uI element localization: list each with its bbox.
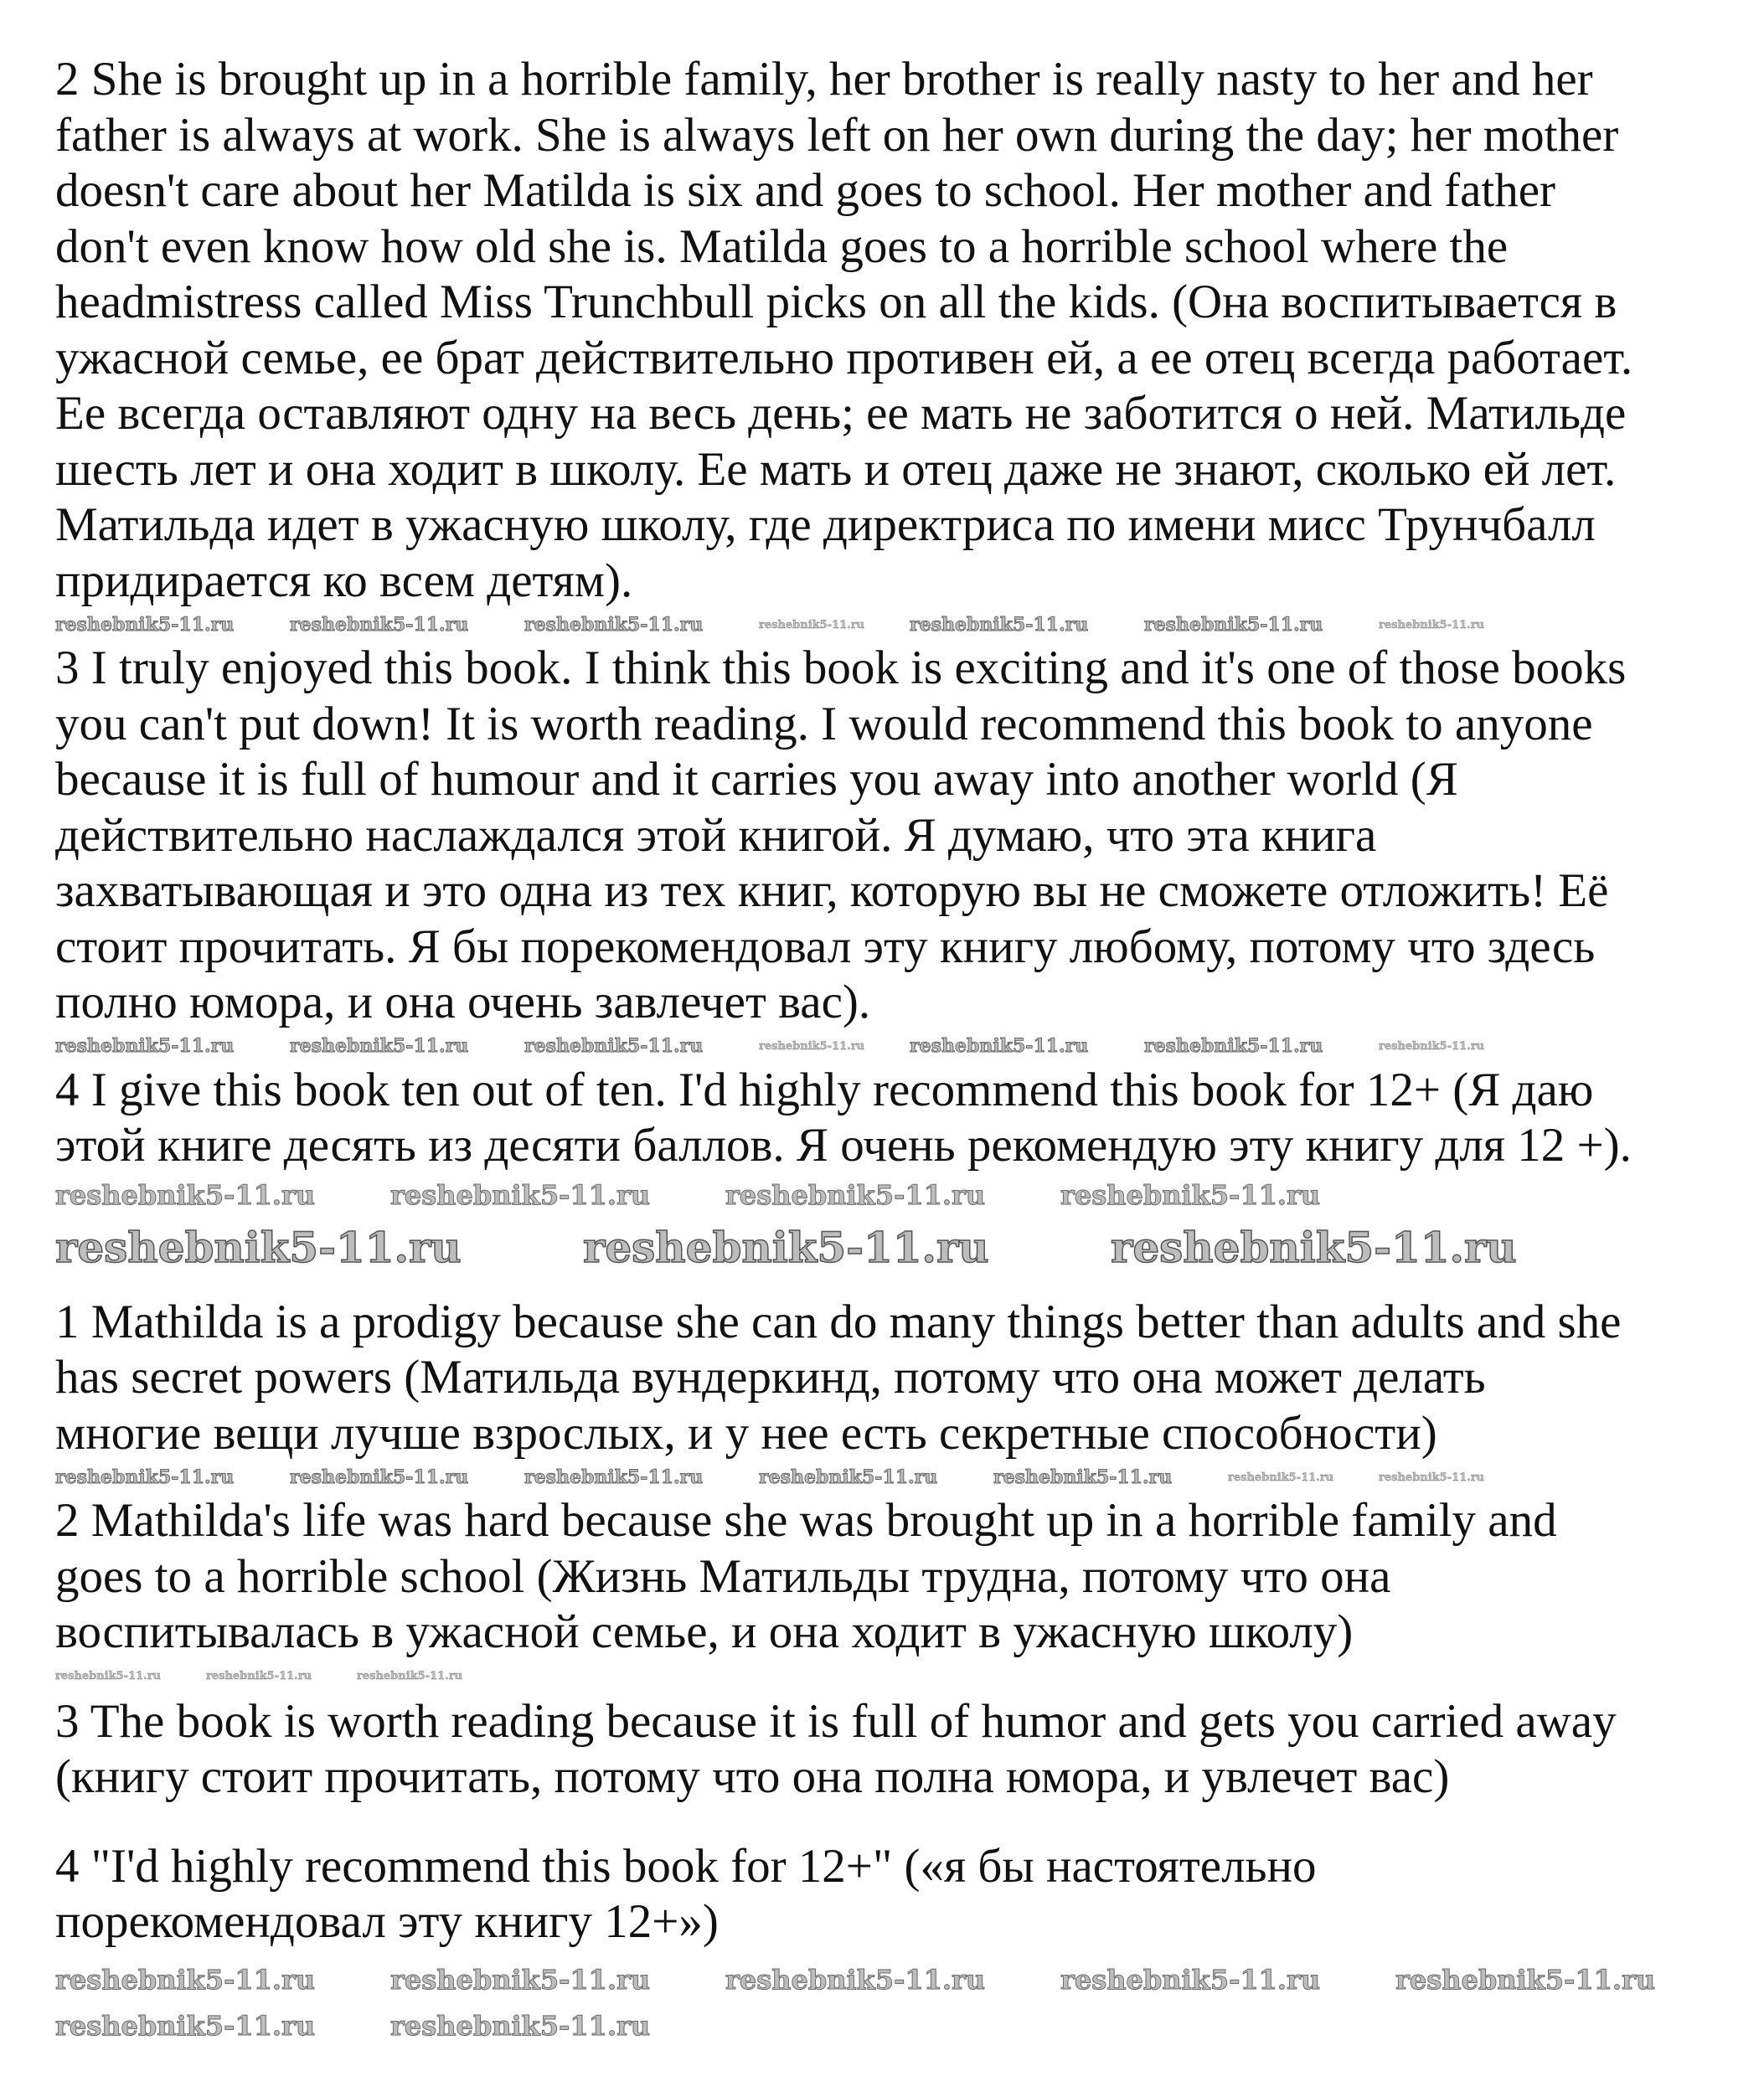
text-line: придирается ко всем детям). [55,554,633,607]
watermark: reshebnik5-11.ru [910,614,1089,636]
watermark: reshebnik5-11.ru [55,1466,235,1488]
watermark: reshebnik5-11.ru [55,614,235,636]
watermark: reshebnik5-11.ru [55,2010,316,2042]
text-line: has secret powers (Матильда вундеркинд, потому что она может делать [55,1351,1486,1404]
text-line: 4 "I'd highly recommend this book for 12+" («я бы настоятельно [55,1839,1317,1893]
watermark: reshebnik5-11.ru [206,1670,312,1682]
watermark: reshebnik5-11.ru [1144,1035,1323,1057]
watermark: reshebnik5-11.ru [55,1964,316,1996]
paragraph-answer-4 [55,1063,1730,1174]
text-line: воспитывалась в ужасной семье, и она ходит в ужасную школу) [55,1605,1354,1658]
paragraph-question-1 [55,1295,1730,1462]
watermark: reshebnik5-11.ru [390,2010,651,2042]
text-line: 2 She is brought up in a horrible family, her brother is really nasty to her and her [55,53,1593,106]
watermark: reshebnik5-11.ru [524,1466,704,1488]
text-line: don't even know how old she is. Matilda goes to a horrible school where the [55,219,1509,273]
text-line: father is always at work. She is always left on her own during the day; her mother [55,108,1619,162]
watermark: reshebnik5-11.ru [55,1035,235,1057]
watermark: reshebnik5-11.ru [1379,619,1485,631]
watermark: reshebnik5-11.ru [55,1179,316,1211]
watermark: reshebnik5-11.ru [993,1466,1173,1488]
text-line: стоит прочитать. Я бы порекомендовал эту книгу любому, потому что здесь [55,920,1596,973]
watermark: reshebnik5-11.ru [759,619,865,631]
text-line: goes to a horrible school (Жизнь Матильды трудна, потому что она [55,1549,1391,1603]
watermark: reshebnik5-11.ru [1395,1964,1656,1996]
watermark: reshebnik5-11.ru [524,614,704,636]
watermark: reshebnik5-11.ru [390,1179,651,1211]
watermark: reshebnik5-11.ru [759,1040,865,1053]
text-line: because it is full of humour and it carries you away into another world (Я [55,753,1458,806]
text-line: (книгу стоит прочитать, потому что она полна юмора, и увлечет вас) [55,1750,1450,1803]
text-line: 2 Mathilda's life was hard because she was brought up in a horrible family and [55,1494,1557,1547]
text-line: захватывающая и это одна из тех книг, которую вы не сможете отложить! Её [55,864,1609,917]
text-line: you can't put down! It is worth reading. I would recommend this book to anyone [55,697,1593,750]
text-line: 1 Mathilda is a prodigy because she can do many things better than adults and she [55,1295,1622,1348]
watermark: reshebnik5-11.ru [290,614,469,636]
watermark: reshebnik5-11.ru [290,1466,469,1488]
text-line: 4 I give this book ten out of ten. I'd highly recommend this book for 12+ (Я даю [55,1063,1594,1116]
text-line: полно юмора, и она очень завлечет вас). [55,976,871,1028]
text-line: Ее всегда оставляют одну на весь день; ее мать не заботится о ней. Матильде [55,387,1627,440]
watermark: reshebnik5-11.ru [725,1964,986,1996]
watermark: reshebnik5-11.ru [759,1466,938,1488]
text-line: многие вещи лучше взрослых, и у нее есть секретные способности) [55,1406,1437,1460]
watermark: reshebnik5-11.ru [524,1035,704,1057]
paragraph-question-4 [55,1839,1730,1950]
watermark: reshebnik5-11.ru [55,1670,162,1682]
watermark: reshebnik5-11.ru [1379,1040,1485,1053]
paragraph-question-3 [55,1694,1730,1806]
text-line: doesn't care about her Matilda is six and goes to school. Her mother and father [55,164,1555,217]
paragraph-question-2 [55,1493,1730,1661]
watermark: reshebnik5-11.ru [290,1035,469,1057]
text-line: 3 The book is worth reading because it is full of humor and gets you carried away [55,1694,1617,1748]
watermark: reshebnik5-11.ru [1060,1179,1321,1211]
text-line: действительно наслаждался этой книгой. Я думаю, что эта книга [55,808,1377,862]
watermark: reshebnik5-11.ru [910,1035,1089,1057]
paragraph-answer-2 [55,52,1730,609]
watermark: reshebnik5-11.ru [1144,614,1323,636]
watermark: reshebnik5-11.ru [1111,1223,1517,1272]
watermark: reshebnik5-11.ru [583,1223,989,1272]
watermark: reshebnik5-11.ru [1379,1471,1485,1484]
document-body [55,52,1730,1950]
watermark: reshebnik5-11.ru [390,1964,651,1996]
text-line: этой книге десять из десяти баллов. Я очень рекомендую эту книгу для 12 +). [55,1119,1632,1172]
watermark: reshebnik5-11.ru [1228,1471,1334,1484]
watermark: reshebnik5-11.ru [357,1670,463,1682]
text-line: 3 I truly enjoyed this book. I think this book is exciting and it's one of those books [55,641,1627,694]
text-line: порекомендовал эту книгу 12+») [55,1895,719,1948]
watermark: reshebnik5-11.ru [1060,1964,1321,1996]
text-line: ужасной семье, ее брат действительно противен ей, а ее отец всегда работает. [55,331,1633,384]
text-line: Матильда идет в ужасную школу, где директриса по имени мисс Трунчбалл [55,498,1596,551]
text-line: шесть лет и она ходит в школу. Ее мать и отец даже не знают, сколько ей лет. [55,442,1617,496]
text-line: headmistress called Miss Trunchbull picks on all the kids. (Она воспитывается в [55,276,1617,328]
paragraph-answer-3 [55,641,1730,1031]
watermark: reshebnik5-11.ru [55,1223,462,1272]
watermark: reshebnik5-11.ru [725,1179,986,1211]
